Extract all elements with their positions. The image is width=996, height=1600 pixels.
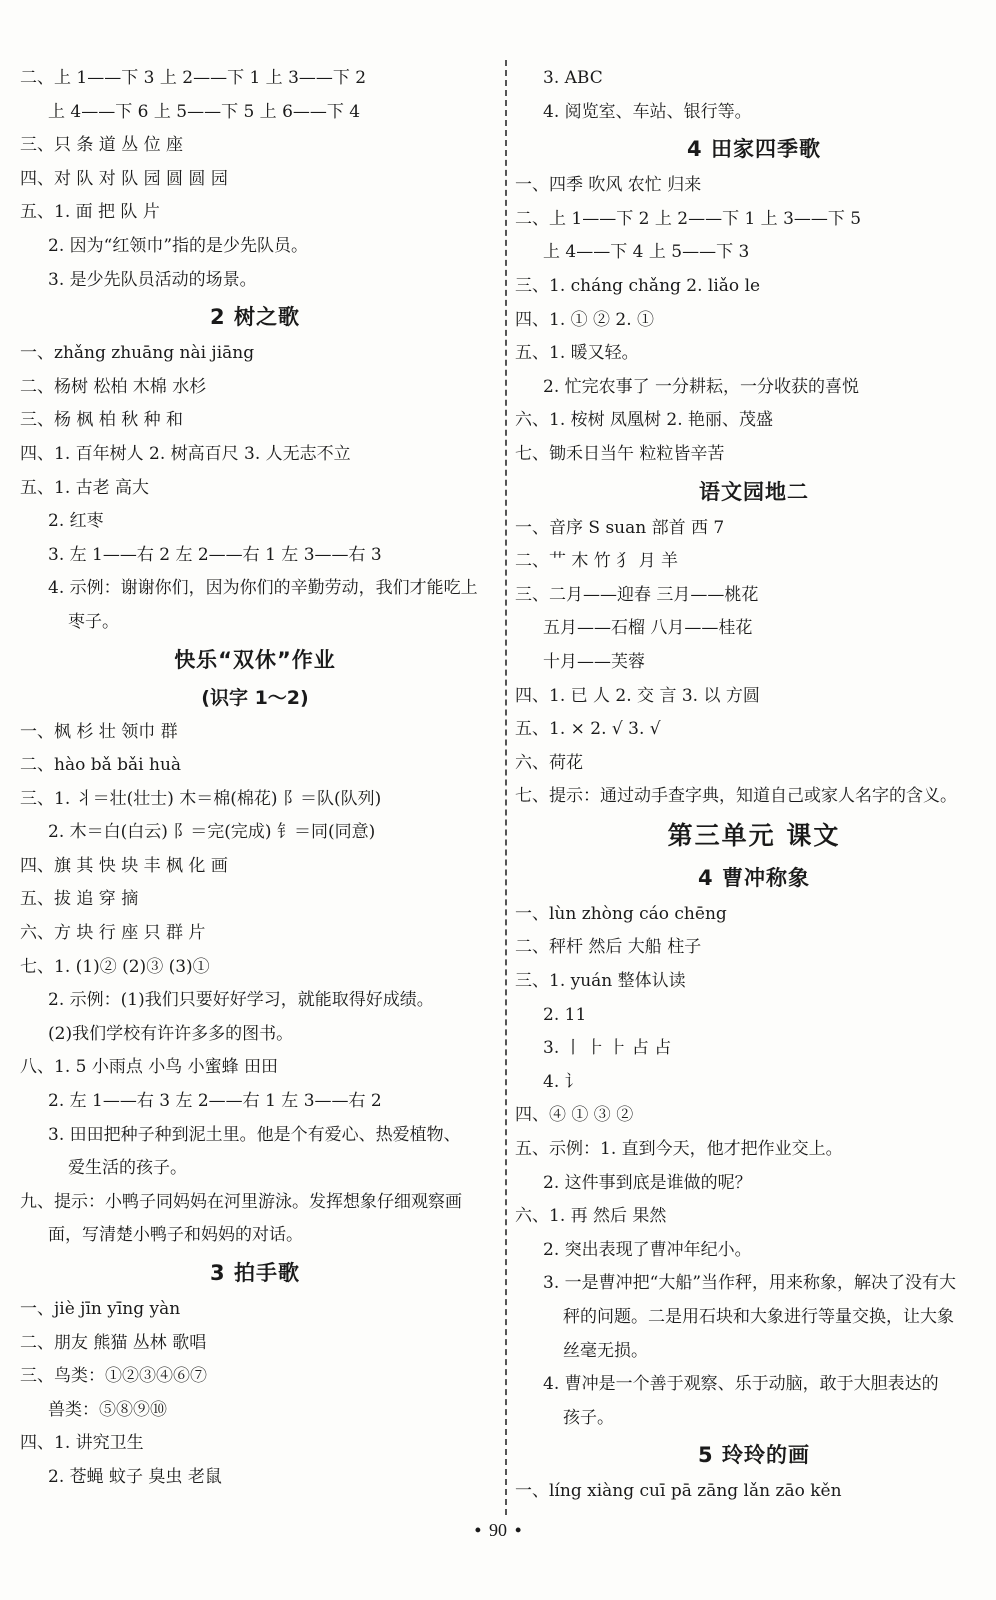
answer-line-left-40: 四、1. 讲究卫生 bbox=[20, 1433, 144, 1454]
answer-line-right-37: 丝毫无损。 bbox=[563, 1340, 648, 1361]
answer-line-right-29: 4. 讠 bbox=[543, 1071, 582, 1092]
answer-line-right-39: 孩子。 bbox=[563, 1407, 614, 1428]
answer-line-left-32: 爱生活的孩子。 bbox=[68, 1158, 187, 1179]
answer-line-left-4: 五、1. 面 把 队 片 bbox=[20, 202, 160, 223]
answer-line-left-11: 四、1. 百年树人 2. 树高百尺 3. 人无志不立 bbox=[20, 443, 351, 464]
answer-line-left-6: 3. 是少先队员活动的场景。 bbox=[48, 269, 257, 290]
answer-line-right-38: 4. 曹冲是一个善于观察、乐于动脑，敢于大胆表达的 bbox=[543, 1374, 939, 1395]
section-heading-left-7: 2 树之歌 bbox=[210, 305, 300, 330]
answer-line-left-27: 2. 示例：(1)我们只要好好学习，就能取得好成绩。 bbox=[48, 990, 434, 1011]
answer-line-right-34: 2. 突出表现了曹冲年纪小。 bbox=[543, 1239, 752, 1260]
answer-line-right-13: 一、音序 S suan 部首 西 7 bbox=[515, 517, 725, 538]
page-number bbox=[0, 1520, 996, 1541]
section-heading-right-22: 第三单元 课文 bbox=[667, 820, 841, 850]
section-heading-left-35: 3 拍手歌 bbox=[210, 1261, 300, 1285]
answer-line-left-20: 二、hào bǎ bǎi huà bbox=[20, 755, 182, 776]
answer-line-right-32: 2. 这件事到底是谁做的呢？ bbox=[543, 1172, 752, 1193]
answer-line-left-10: 三、杨 枫 柏 秋 种 和 bbox=[20, 410, 184, 431]
answer-line-left-41: 2. 苍蝇 蚊子 臭虫 老鼠 bbox=[48, 1466, 222, 1487]
answer-line-right-21: 七、提示：通过动手查字典，知道自己或家人名字的含义。 bbox=[515, 786, 957, 807]
left-column bbox=[20, 62, 490, 1495]
answer-line-left-3: 四、对 队 对 队 园 圆 圆 园 bbox=[20, 168, 228, 189]
answer-line-right-26: 三、1. yuán 整体认读 bbox=[515, 971, 686, 992]
section-heading-left-17: 快乐“双休”作业 bbox=[174, 647, 336, 672]
answer-line-left-21: 三、1. 丬＝壮(壮士) 木＝棉(棉花) 阝＝队(队列) bbox=[20, 788, 382, 809]
answer-line-left-26: 七、1. (1)② (2)③ (3)① bbox=[20, 956, 210, 977]
answer-line-left-28: (2)我们学校有许许多多的图书。 bbox=[48, 1023, 294, 1044]
answer-line-right-10: 六、1. 桉树 凤凰树 2. 艳丽、茂盛 bbox=[515, 410, 774, 431]
answer-line-left-38: 三、鸟类：①②③④⑥⑦ bbox=[20, 1366, 207, 1387]
answer-line-right-28: 3. 丨 ⺊ ⺊ 占 占 bbox=[543, 1038, 672, 1059]
section-heading-right-23: 4 曹冲称象 bbox=[698, 865, 810, 890]
answer-line-right-7: 四、1. ① ② 2. ① bbox=[515, 309, 655, 330]
answer-line-left-23: 四、旗 其 快 块 丰 枫 化 画 bbox=[20, 855, 228, 876]
answer-line-right-19: 五、1. × 2. √ 3. √ bbox=[515, 719, 661, 740]
answer-line-right-8: 五、1. 暖又轻。 bbox=[515, 343, 639, 364]
answer-line-left-36: 一、jiè jīn yīng yàn bbox=[20, 1299, 181, 1319]
answer-line-left-13: 2. 红枣 bbox=[48, 511, 104, 532]
answer-line-left-30: 2. 左 1——右 3 左 2——右 1 左 3——右 2 bbox=[48, 1091, 382, 1112]
answer-line-right-11: 七、锄禾日当午 粒粒皆辛苦 bbox=[515, 443, 725, 464]
answer-line-left-0: 二、上 1——下 3 上 2——下 1 上 3——下 2 bbox=[20, 68, 367, 88]
answer-line-right-4: 二、上 1——下 2 上 2——下 1 上 3——下 5 bbox=[515, 208, 862, 229]
answer-line-left-16: 枣子。 bbox=[68, 611, 119, 632]
answer-line-left-31: 3. 田田把种子种到泥土里。他是个有爱心、热爱植物、 bbox=[48, 1124, 461, 1145]
answer-line-left-8: 一、zhǎng zhuāng nài jiāng bbox=[20, 343, 255, 364]
answer-line-left-5: 2. 因为“红领巾”指的是少先队员。 bbox=[48, 235, 309, 256]
answer-line-left-29: 八、1. 5 小雨点 小鸟 小蜜蜂 田田 bbox=[20, 1057, 279, 1078]
page-dot-right: • bbox=[515, 1520, 522, 1540]
page-dot-left: • bbox=[474, 1520, 481, 1540]
answer-line-left-1: 上 4——下 6 上 5——下 5 上 6——下 4 bbox=[48, 101, 361, 122]
answer-line-right-9: 2. 忙完农事了 一分耕耘，一分收获的喜悦 bbox=[543, 376, 860, 397]
answer-line-left-15: 4. 示例：谢谢你们，因为你们的辛勤劳动，我们才能吃上 bbox=[48, 578, 478, 599]
answer-line-left-37: 二、朋友 熊猫 丛林 歌唱 bbox=[20, 1332, 207, 1353]
answer-line-left-33: 九、提示：小鸭子同妈妈在河里游泳。发挥想象仔细观察画 bbox=[20, 1191, 462, 1212]
section-heading-right-12: 语文园地二 bbox=[699, 479, 809, 504]
answer-line-right-15: 三、二月——迎春 三月——桃花 bbox=[515, 584, 759, 605]
section-heading-right-2: 4 田家四季歌 bbox=[687, 137, 821, 162]
answer-line-right-3: 一、四季 吹风 农忙 归来 bbox=[515, 175, 702, 196]
answer-line-left-34: 面，写清楚小鸭子和妈妈的对话。 bbox=[48, 1225, 303, 1246]
answer-line-right-25: 二、秤杆 然后 大船 柱子 bbox=[515, 937, 702, 958]
answer-line-right-0: 3. ABC bbox=[543, 68, 603, 88]
answer-line-right-16: 五月——石榴 八月——桂花 bbox=[543, 618, 753, 639]
section-heading-left-18: (识字 1～2) bbox=[201, 686, 309, 709]
answer-line-right-17: 十月——芙蓉 bbox=[543, 651, 645, 672]
answer-line-right-27: 2. 11 bbox=[543, 1004, 587, 1025]
answer-line-left-24: 五、拔 追 穿 摘 bbox=[20, 889, 139, 910]
answer-line-right-1: 4. 阅览室、车站、银行等。 bbox=[543, 101, 752, 122]
answer-line-right-20: 六、荷花 bbox=[515, 752, 583, 773]
answer-line-right-5: 上 4——下 4 上 5——下 3 bbox=[543, 242, 750, 263]
answer-line-right-14: 二、艹 木 竹 犭 月 羊 bbox=[515, 551, 679, 572]
answer-line-right-31: 五、示例：1. 直到今天，他才把作业交上。 bbox=[515, 1139, 843, 1160]
answer-line-left-22: 2. 木＝白(白云) 阝＝完(完成) 钅＝同(同意) bbox=[48, 822, 376, 843]
answer-line-right-30: 四、④ ① ③ ② bbox=[515, 1105, 634, 1126]
answer-line-left-25: 六、方 块 行 座 只 群 片 bbox=[20, 923, 206, 944]
answer-line-left-14: 3. 左 1——右 2 左 2——右 1 左 3——右 3 bbox=[48, 544, 382, 565]
answer-line-right-41: 一、líng xiàng cuī pā zāng lǎn zāo kěn bbox=[515, 1481, 842, 1502]
answer-line-right-36: 秤的问题。二是用石块和大象进行等量交换，让大象 bbox=[563, 1307, 954, 1327]
answer-line-right-18: 四、1. 已 人 2. 交 言 3. 以 方圆 bbox=[515, 685, 760, 706]
answer-line-left-19: 一、枫 杉 壮 领巾 群 bbox=[20, 721, 178, 742]
answer-line-right-35: 3. 一是曹冲把“大船”当作秤，用来称象，解决了没有大 bbox=[543, 1273, 957, 1294]
answer-line-left-2: 三、只 条 道 丛 位 座 bbox=[20, 135, 184, 156]
answer-line-right-24: 一、lùn zhòng cáo chēng bbox=[515, 903, 727, 924]
answer-line-right-33: 六、1. 再 然后 果然 bbox=[515, 1206, 667, 1227]
right-column bbox=[515, 62, 993, 1509]
answer-line-right-6: 三、1. cháng chǎng 2. liǎo le bbox=[515, 275, 761, 296]
column-divider bbox=[505, 60, 507, 1515]
answer-line-left-9: 二、杨树 松柏 木棉 水杉 bbox=[20, 376, 207, 397]
answer-line-left-39: 兽类：⑤⑧⑨⑩ bbox=[48, 1399, 167, 1420]
section-heading-right-40: 5 玲玲的画 bbox=[698, 1443, 810, 1468]
page-number-text: 90 bbox=[489, 1520, 507, 1540]
answer-line-left-12: 五、1. 古老 高大 bbox=[20, 477, 150, 498]
